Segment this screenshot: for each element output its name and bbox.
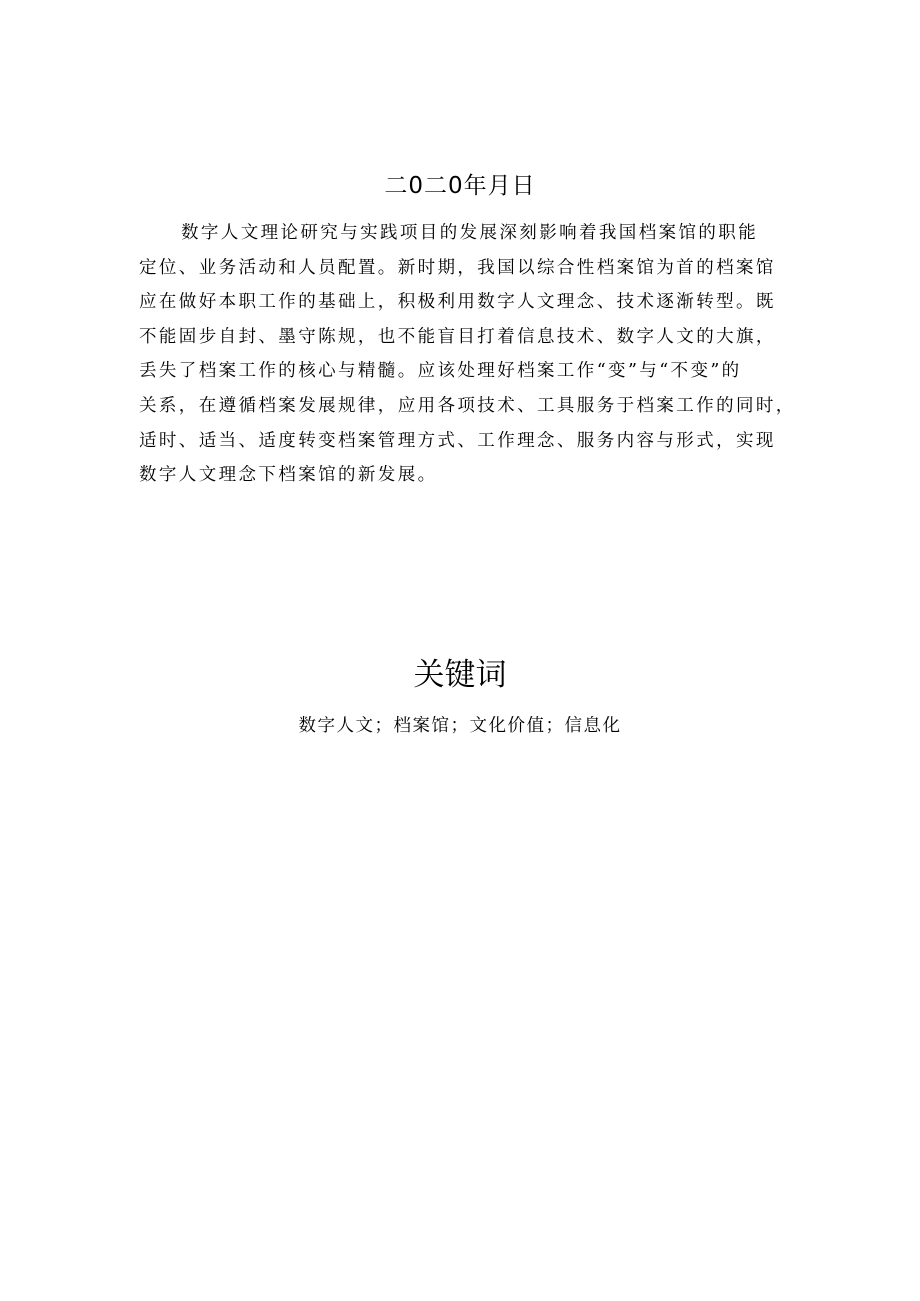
date-line: 二0二0年月日 — [384, 173, 536, 199]
keywords-list: 数字人文；档案馆；文化价值；信息化 — [298, 716, 622, 736]
abstract-paragraph — [139, 216, 799, 493]
abstract-line: 定位、业务活动和人员配置。新时期，我国以综合性档案馆为首的档案馆 — [139, 257, 776, 278]
abstract-line: 数字人文理念下档案馆的新发展。 — [139, 465, 438, 486]
abstract-line: 应在做好本职工作的基础上，积极利用数字人文理念、技术逐渐转型。既 — [139, 292, 776, 313]
abstract-line: 丢失了档案工作的核心与精髓。应该处理好档案工作“变”与“不变”的 — [139, 361, 742, 382]
abstract-line: 不能固步自封、墨守陈规，也不能盲目打着信息技术、数字人文的大旗， — [139, 326, 776, 347]
abstract-line: 适时、适当、适度转变档案管理方式、工作理念、服务内容与形式，实现 — [139, 430, 776, 451]
abstract-line: 关系，在遵循档案发展规律，应用各项技术、工具服务于档案工作的同时， — [139, 395, 796, 416]
keywords-heading: 关键词 — [413, 657, 507, 693]
abstract-line: 数字人文理论研究与实践项目的发展深刻影响着我国档案馆的职能 — [181, 223, 759, 243]
